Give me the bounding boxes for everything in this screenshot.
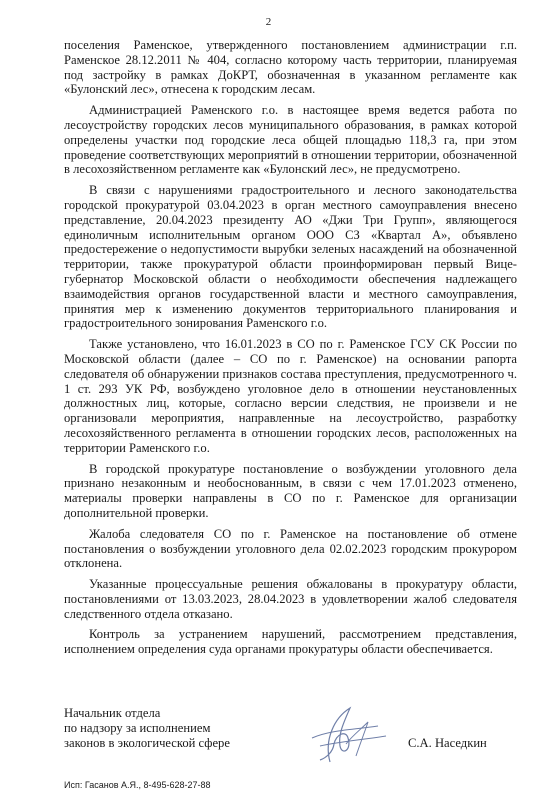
- paragraph-4: Также установлено, что 16.01.2023 в СО по г. Раменское ГСУ СК России по Московской области (далее – СО по г. Раменское) на основании рапорта следователя об обнаружении признаков состава преступления, предусмотренного ч. 1 ст. 293 УК РФ, возбуждено уголовное дело в отношении неустановленных должностных лиц, которые, согласно версии следствия, не произвели и не организовали мероприятия, направленные на лесоустройство, разработку лесохозяйственного регламента в отношении городских лесов, расположенных на территории Раменского г.о.: [64, 337, 517, 455]
- signatory-title-line: законов в экологической сфере: [64, 735, 230, 750]
- paragraph-7: Указанные процессуальные решения обжалованы в прокуратуру области, постановлениями от 13.03.2023, 28.04.2023 в удовлетворении жалоб следователя следственного отдела отказано.: [64, 577, 517, 621]
- executor-contact: Исп: Гасанов А.Я., 8-495-628-27-88: [64, 780, 211, 790]
- signatory-name: С.А. Наседкин: [408, 736, 487, 750]
- signatory-title-line: Начальник отдела: [64, 706, 161, 720]
- paragraph-6: Жалоба следователя СО по г. Раменское на постановление об отмене постановления о возбуждении уголовного дела 02.02.2023 городским прокурором отклонена.: [64, 526, 517, 571]
- paragraph-5: В городской прокуратуре постановление о возбуждении уголовного дела признано незаконным и необоснованным, в связи с чем 17.01.2023 отменено, материалы проверки направлены в СО по г. Раменское для организации дополнительной проверки.: [64, 461, 517, 520]
- signatory-title-line: по надзору за исполнением: [64, 720, 211, 735]
- paragraph-1: поселения Раменское, утвержденного постановлением администрации г.п. Раменское 28.12.2011 № 404, согласно которому часть территории, планируемая под застройку в рамках ДоКРТ, обозначенная в указанном регламенте как «Булонский лес», отнесена к городским лесам.: [64, 38, 517, 97]
- paragraph-8: Контроль за устранением нарушений, рассмотрением представления, исполнением определения суда органами прокуратуры области обеспечивается.: [64, 627, 517, 657]
- paragraph-2: Администрацией Раменского г.о. в настоящее время ведется работа по лесоустройству городских лесов муниципального образования, в рамках которой определены участки под городские леса общей площадью 118,3 га, при этом проведение соответствующих мероприятий в отношении территории, обозначенной в лесохозяйственном регламенте как «Булонский лес», не предусмотрено.: [64, 103, 517, 177]
- page-number: 2: [265, 16, 272, 28]
- document-body: [64, 38, 517, 663]
- signatory-title: [64, 706, 230, 750]
- handwritten-signature: [290, 700, 400, 770]
- paragraph-3: В связи с нарушениями градостроительного и лесного законодательства городской прокуратурой 03.04.2023 в орган местного самоуправления внесено представление, 20.04.2023 президенту АО «Джи Три Групп», являющегося единоличным исполнительным органом ООО СЗ «Квартал А», объявлено предостережение о недопустимости вырубки зеленых насаждений на обозначенной территории, также прокуратурой области проинформирован первый Вице-губернатор Московской области о необходимости обеспечения надлежащего взаимодействия органов государственной власти и местного самоуправления, принятия мер к изменению документов территориального планирования и градостроительного зонирования Раменского г.о.: [64, 183, 517, 331]
